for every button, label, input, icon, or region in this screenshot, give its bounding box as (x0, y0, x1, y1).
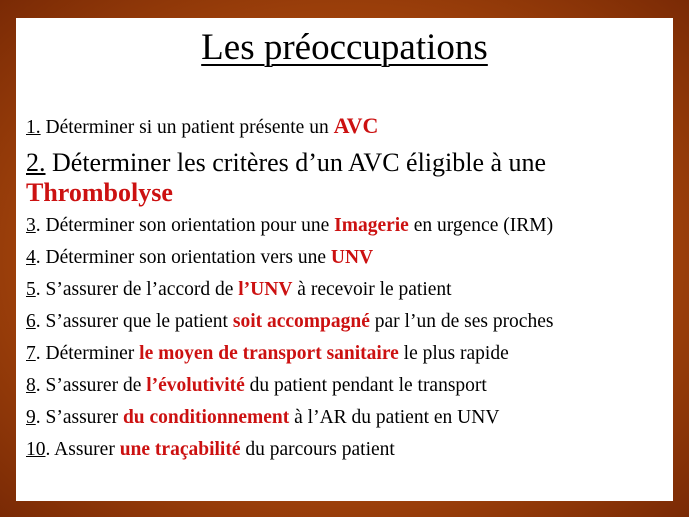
item-number: 3 (26, 215, 36, 236)
item-highlight: l’évolutivité (146, 375, 245, 396)
item-highlight: l’UNV (238, 279, 293, 300)
item-text-after: le plus rapide (398, 343, 509, 364)
list-item (26, 114, 667, 140)
list-item (26, 310, 667, 334)
list-item (26, 214, 667, 238)
item-text-after: du parcours patient (240, 439, 395, 460)
item-highlight: Thrombolyse (26, 178, 173, 207)
list-item (26, 374, 667, 398)
item-highlight: Imagerie (334, 215, 409, 236)
slide (16, 18, 673, 501)
item-text-after: du patient pendant le transport (244, 375, 487, 396)
item-number: 1. (26, 117, 41, 138)
item-text: . Déterminer (35, 343, 140, 364)
item-highlight: une traçabilité (119, 439, 241, 460)
list-item (26, 342, 667, 366)
item-text-after: à recevoir le patient (292, 279, 452, 300)
item-text-after: en urgence (IRM) (408, 215, 554, 236)
item-number: 2. (26, 148, 46, 177)
item-list (26, 114, 667, 470)
list-item (26, 438, 667, 462)
item-text: Déterminer si un patient présente un (40, 117, 334, 138)
item-text: . S’assurer de (35, 375, 147, 396)
list-item (26, 406, 667, 430)
list-item (26, 278, 667, 302)
item-text: . S’assurer de l’accord de (35, 279, 239, 300)
list-item (26, 148, 667, 208)
item-text: . Déterminer son orientation pour une (35, 215, 335, 236)
item-highlight: UNV (330, 247, 374, 268)
item-number: 4 (26, 247, 36, 268)
item-text: . Assurer (45, 439, 120, 460)
item-text-after: à l’AR du patient en UNV (289, 407, 500, 428)
item-highlight: soit accompagné (232, 311, 370, 332)
item-highlight: AVC (333, 113, 379, 138)
item-text: Déterminer les critères d’un AVC éligible à une (45, 148, 547, 177)
item-number: 8 (26, 375, 36, 396)
item-number: 7 (26, 343, 36, 364)
item-number: 10 (26, 439, 46, 460)
item-number: 9 (26, 407, 36, 428)
item-number: 5 (26, 279, 36, 300)
item-number: 6 (26, 311, 36, 332)
item-highlight: du conditionnement (122, 407, 290, 428)
item-text-after: par l’un de ses proches (369, 311, 554, 332)
item-highlight: le moyen de transport sanitaire (139, 343, 399, 364)
item-text: . S’assurer que le patient (35, 311, 233, 332)
item-text: . Déterminer son orientation vers une (35, 247, 331, 268)
list-item (26, 246, 667, 270)
slide-title: Les préoccupations (201, 27, 488, 68)
item-text: . S’assurer (35, 407, 123, 428)
